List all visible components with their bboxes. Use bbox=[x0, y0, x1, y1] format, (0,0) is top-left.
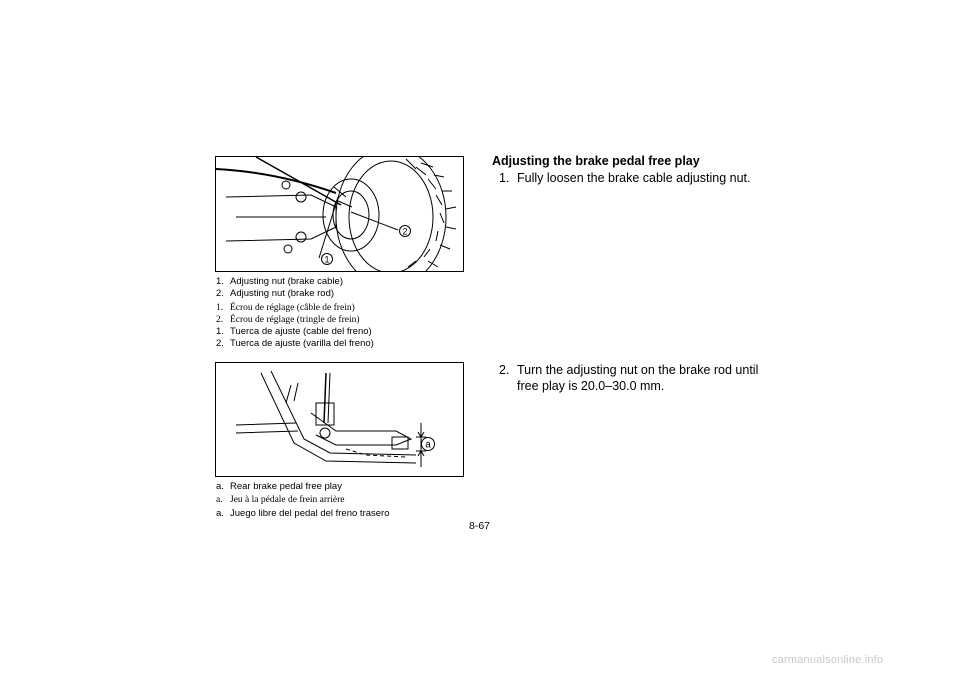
figure2-caption-es: a. Juego libre del pedal del freno trasero bbox=[216, 508, 390, 519]
figure2-caption-en: a. Rear brake pedal free play bbox=[216, 481, 342, 492]
callout-a: a bbox=[425, 439, 431, 451]
figure1-caption-es: 1. Tuerca de ajuste (cable del freno) 2. Tuerca de ajuste (varilla del freno) bbox=[216, 326, 374, 349]
callout-1: 1 bbox=[324, 254, 330, 265]
brake-pedal-illustration bbox=[215, 362, 464, 477]
section-heading: Adjusting the brake pedal free play bbox=[492, 154, 700, 168]
figure1-caption-en: 1. Adjusting nut (brake cable) 2. Adjusting nut (brake rod) bbox=[216, 276, 344, 299]
step-2: 2. Turn the adjusting nut on the brake rod until free play is 20.0–30.0 mm. bbox=[499, 363, 759, 393]
brake-cable-illustration bbox=[215, 156, 464, 272]
step-1: 1. Fully loosen the brake cable adjusting nut. bbox=[499, 171, 751, 185]
page-number: 8-67 bbox=[469, 520, 491, 532]
callout-2: 2 bbox=[402, 226, 408, 237]
figure1-caption-fr: 1. Écrou de réglage (câble de frein) 2. Écrou de réglage (tringle de frein) bbox=[216, 303, 360, 325]
watermark: carmanualsonline.info bbox=[772, 654, 884, 666]
figure2-caption-fr: a. Jeu à la pédale de frein arrière bbox=[216, 495, 345, 505]
